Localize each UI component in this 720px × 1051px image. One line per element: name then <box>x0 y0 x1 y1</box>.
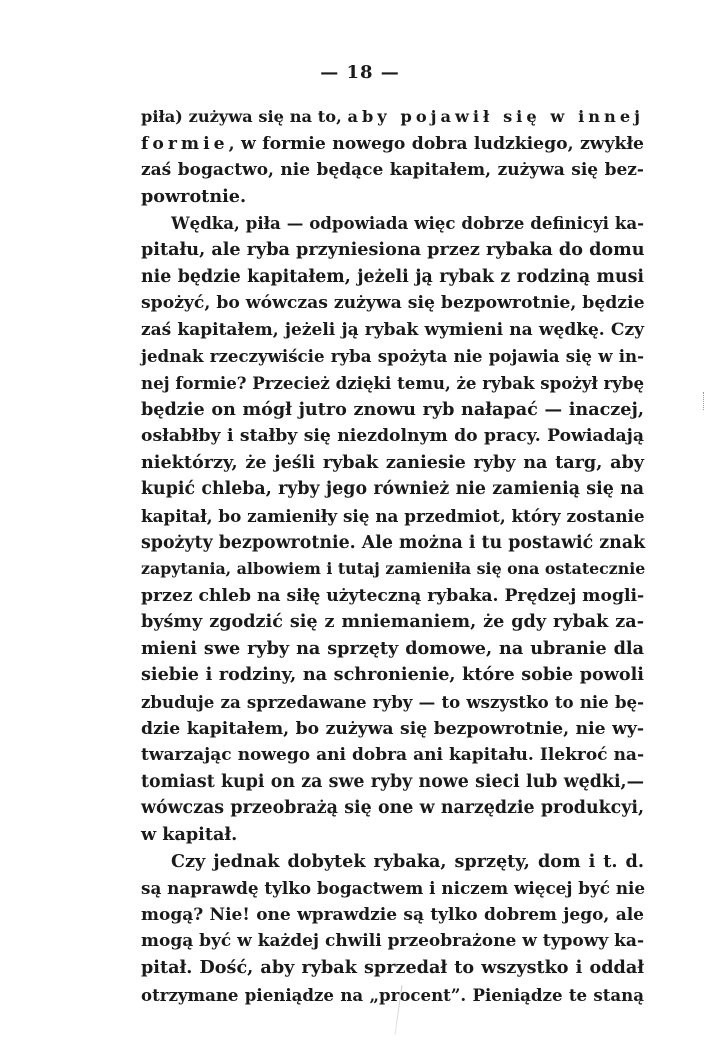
text-line: kapitał, bo zamieniły się na przedmiot, który zostanie <box>141 505 645 526</box>
text-line: nej formie? Przecież dzięki temu, że rybak spożył rybę <box>141 372 645 393</box>
text-line: pitału, ale ryba przyniesiona przez rybaka do domu <box>141 238 645 260</box>
text-line: mogą być w każdej chwili przeobrażone w typowy ka- <box>141 931 644 952</box>
text-line: niektórzy, że jeśli rybak zaniesie ryby na targ, aby <box>141 451 644 473</box>
text-line: w kapitał. <box>141 824 238 846</box>
text-line: zbuduje za sprzedawane ryby — to wszystko to nie bę- <box>141 692 644 713</box>
text-line: osłabłby i stałby się niezdolnym do pracy. Powiadają <box>141 426 644 447</box>
text-line: zapytania, albowiem i tutaj zamieniła się ona ostatecznie <box>141 559 646 579</box>
text-line: Czy jednak dobytek rybaka, sprzęty, dom i t. d. <box>171 850 644 872</box>
spaced-word: formie <box>141 133 229 154</box>
text-line: otrzymane pieniądze na „procent”. Pieniądze te staną <box>141 984 644 1005</box>
text-line: dzie kapitałem, bo zużywa się bezpowrotnie, nie wy- <box>141 718 644 739</box>
text-line: powrotnie. <box>141 185 247 207</box>
text-line: formie, w formie nowego dobra ludzkiego, zwykłe <box>141 133 644 154</box>
text-line: siebie i rodziny, na schronienie, które sobie powoli <box>141 664 644 686</box>
text-line: przez chleb na siłę użyteczną rybaka. Prędzej mogli- <box>141 585 645 606</box>
text-line: mieni swe ryby na sprzęty domowe, na ubranie dla <box>141 637 644 659</box>
text-line: będzie on mógł jutro znowu ryb nałapać — inaczej, <box>141 398 644 420</box>
text-line: pitał. Dość, aby rybak sprzedał to wszystko i oddał <box>141 957 644 978</box>
body-text <box>141 104 644 1008</box>
text-line: spożyty bezpowrotnie. Ale można i tu postawić znak <box>141 532 646 553</box>
text-line: mogą? Nie! one wprawdzie są tylko dobrem jego, ale <box>141 904 644 925</box>
text-line: piła) zużywa się na to, aby pojawił się w innej <box>141 107 644 126</box>
text-line: nie będzie kapitałem, jeżeli ją rybak z rodziną musi <box>141 266 644 287</box>
margin-mark <box>703 392 707 410</box>
text-line: Wędka, piła — odpowiada więc dobrze definicyi ka- <box>171 213 644 234</box>
text-line: zaś kapitałem, jeżeli ją rybak wymieni na wędkę. Czy <box>141 319 644 340</box>
page-number: — 18 — <box>320 62 400 83</box>
text-line: jednak rzeczywiście ryba spożyta nie pojawia się w in- <box>141 346 644 367</box>
text-line: twarzając nowego ani dobra ani kapitału. Ilekroć na- <box>141 745 644 766</box>
text-line: tomiast kupi on za swe ryby nowe sieci lub wędki,— <box>141 771 644 792</box>
text-line: byśmy zgodzić się z mniemaniem, że gdy rybak za- <box>141 611 644 633</box>
spaced-word: aby pojawił się w innej <box>347 107 644 126</box>
text-line: kupić chleba, ryby jego również nie zamienią się na <box>141 479 644 500</box>
text-line: zaś bogactwo, nie będące kapitałem, zużywa się bez- <box>141 160 644 181</box>
text-line: spożyć, bo wówczas zużywa się bezpowrotnie, będzie <box>141 293 645 314</box>
text-line: są naprawdę tylko bogactwem i niczem więcej być nie <box>141 878 646 899</box>
text-line: wówczas przeobrażą się one w narzędzie produkcyi, <box>141 798 644 819</box>
